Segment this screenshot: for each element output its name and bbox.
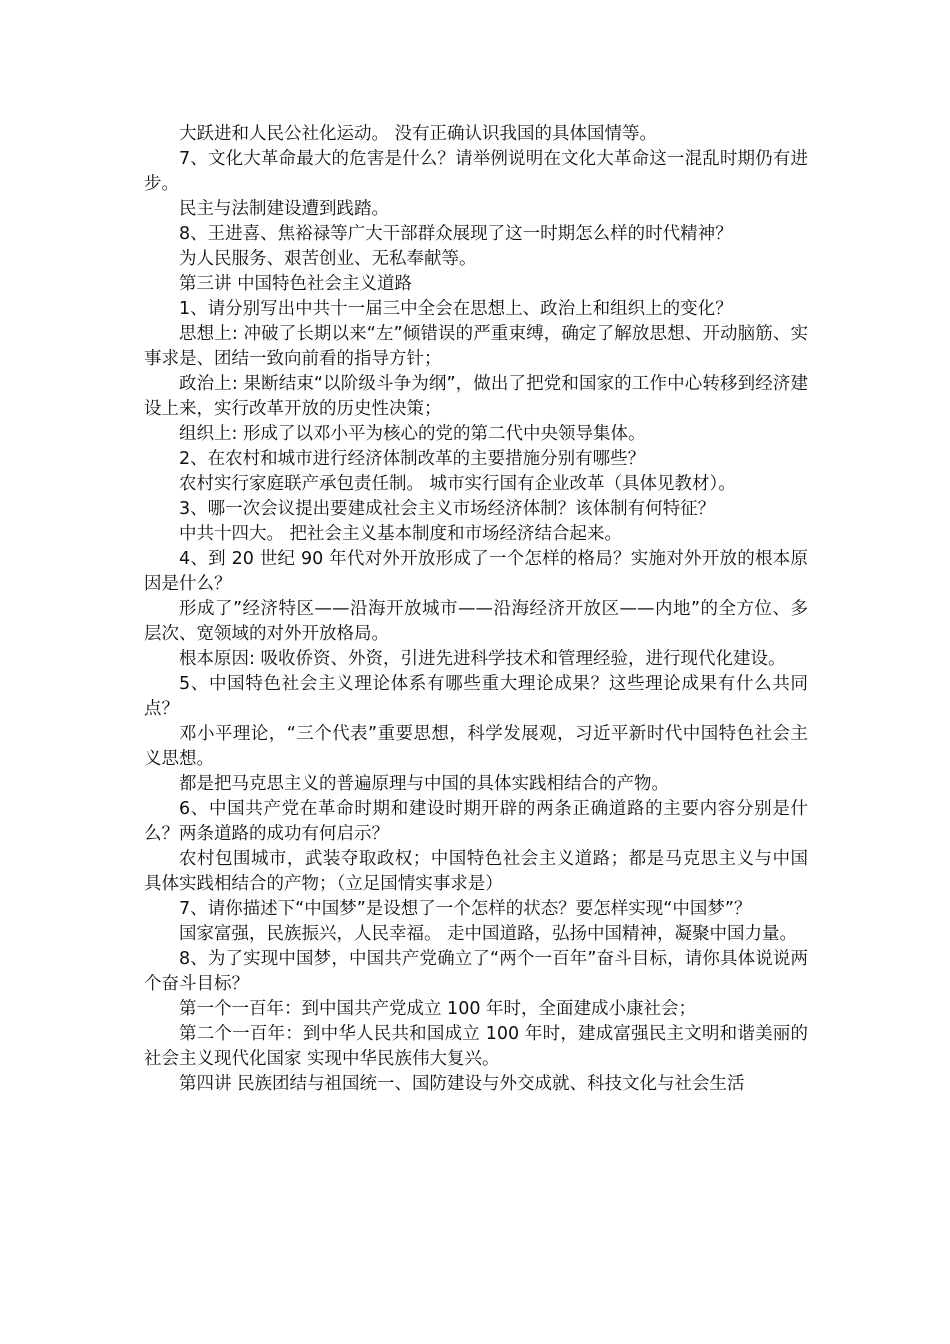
paragraph-16: 形成了”经济特区——沿海开放城市——沿海经济开放区——内地”的全方位、多层次、宽领域的对外开放格局。 <box>144 599 808 644</box>
paragraph-13: 3、哪一次会议提出要建成社会主义市场经济体制？该体制有何特征？ <box>179 499 716 519</box>
paragraph-10: 组织上: 形成了以邓小平为核心的党的第二代中央领导集体。 <box>179 424 646 444</box>
paragraph-23: 7、请你描述下“中国梦”是设想了一个怎样的状态？要怎样实现“中国梦”？ <box>179 899 752 919</box>
section-heading-4: 第四讲 民族团结与祖国统一、国防建设与外交成就、科技文化与社会生活 <box>179 1074 745 1094</box>
paragraph-15: 4、到 20 世纪 90 年代对外开放形成了一个怎样的格局？实施对外开放的根本原因是什么？ <box>144 549 808 594</box>
paragraph-9: 政治上: 果断结束“以阶级斗争为纲”，做出了把党和国家的工作中心转移到经济建设上来，实行改革开放的历史性决策； <box>144 374 808 419</box>
paragraph-12: 农村实行家庭联产承包责任制。 城市实行国有企业改革（具体见教材）。 <box>179 474 736 494</box>
paragraph-19: 邓小平理论，“三个代表”重要思想，科学发展观，习近平新时代中国特色社会主义思想。 <box>144 724 808 769</box>
paragraph-14: 中共十四大。 把社会主义基本制度和市场经济结合起来。 <box>179 524 623 544</box>
paragraph-26: 第一个一百年：到中国共产党成立 100 年时，全面建成小康社会； <box>179 999 697 1019</box>
paragraph-1: 大跃进和人民公社化运动。 没有正确认识我国的具体国情等。 <box>179 124 658 144</box>
section-heading-3: 第三讲 中国特色社会主义道路 <box>179 274 413 294</box>
paragraph-18: 5、中国特色社会主义理论体系有哪些重大理论成果？这些理论成果有什么共同点？ <box>144 674 808 719</box>
paragraph-20: 都是把马克思主义的普遍原理与中国的具体实践相结合的产物。 <box>179 774 669 794</box>
paragraph-25: 8、为了实现中国梦，中国共产党确立了“两个一百年”奋斗目标，请你具体说说两个奋斗目标？ <box>144 949 808 994</box>
paragraph-24: 国家富强，民族振兴，人民幸福。 走中国道路，弘扬中国精神，凝聚中国力量。 <box>179 924 798 944</box>
paragraph-21: 6、中国共产党在革命时期和建设时期开辟的两条正确道路的主要内容分别是什么？两条道路的成功有何启示？ <box>144 799 808 844</box>
paragraph-2: 7、文化大革命最大的危害是什么？请举例说明在文化大革命这一混乱时期仍有进步。 <box>144 149 808 194</box>
paragraph-7: 1、请分别写出中共十一届三中全会在思想上、政治上和组织上的变化？ <box>179 299 733 319</box>
paragraph-17: 根本原因: 吸收侨资、外资，引进先进科学技术和管理经验，进行现代化建设。 <box>179 649 786 669</box>
paragraph-4: 8、王进喜、焦裕禄等广大干部群众展现了这一时期怎么样的时代精神？ <box>179 224 733 244</box>
paragraph-8: 思想上: 冲破了长期以来“左”倾错误的严重束缚，确定了解放思想、开动脑筋、实事求是、团结一致向前看的指导方针； <box>144 324 808 369</box>
paragraph-5: 为人民服务、艰苦创业、无私奉献等。 <box>179 249 477 269</box>
paragraph-22: 农村包围城市，武装夺取政权；中国特色社会主义道路；都是马克思主义与中国具体实践相结合的产物；（立足国情实事求是） <box>144 849 808 894</box>
document-body <box>144 122 808 1097</box>
paragraph-11: 2、在农村和城市进行经济体制改革的主要措施分别有哪些？ <box>179 449 646 469</box>
paragraph-3: 民主与法制建设遭到践踏。 <box>179 199 389 219</box>
paragraph-27: 第二个一百年：到中华人民共和国成立 100 年时，建成富强民主文明和谐美丽的社会主义现代化国家 实现中华民族伟大复兴。 <box>144 1024 808 1069</box>
